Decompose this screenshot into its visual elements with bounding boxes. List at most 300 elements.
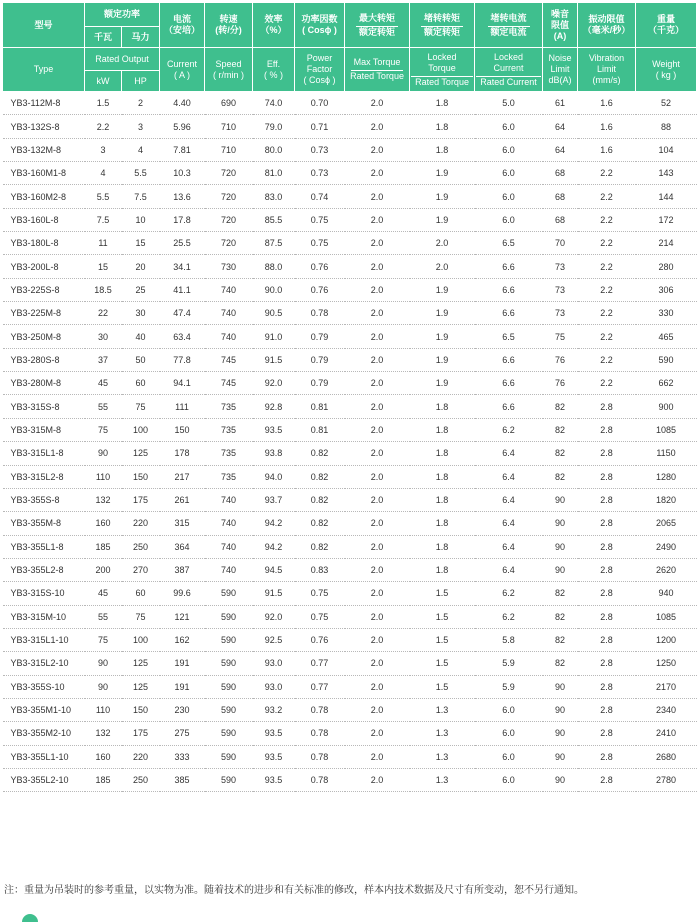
cell-weight: 900 bbox=[636, 395, 697, 418]
cell-current: 230 bbox=[160, 698, 205, 721]
cell-locked-current: 6.2 bbox=[475, 605, 543, 628]
cell-max-torque: 2.0 bbox=[345, 348, 410, 371]
cell-max-torque: 2.0 bbox=[345, 488, 410, 511]
header-hp-en: HP bbox=[122, 71, 160, 92]
table-row bbox=[3, 605, 697, 628]
cell-weight: 52 bbox=[636, 92, 697, 115]
cell-kw: 110 bbox=[85, 698, 122, 721]
cell-power-factor: 0.73 bbox=[295, 162, 345, 185]
cell-power-factor: 0.71 bbox=[295, 115, 345, 138]
cell-type: YB3-225S-8 bbox=[3, 278, 85, 301]
cell-max-torque: 2.0 bbox=[345, 162, 410, 185]
cell-noise: 82 bbox=[543, 395, 578, 418]
cell-weight: 1280 bbox=[636, 465, 697, 488]
cell-eff: 88.0 bbox=[253, 255, 295, 278]
cell-power-factor: 0.76 bbox=[295, 628, 345, 651]
cell-locked-torque: 1.8 bbox=[410, 558, 475, 581]
cell-power-factor: 0.81 bbox=[295, 395, 345, 418]
header-type-en: Type bbox=[3, 48, 85, 92]
cell-locked-torque: 1.9 bbox=[410, 348, 475, 371]
cell-vibration: 2.2 bbox=[578, 185, 636, 208]
cell-max-torque: 2.0 bbox=[345, 442, 410, 465]
cell-locked-torque: 1.9 bbox=[410, 372, 475, 395]
cell-max-torque: 2.0 bbox=[345, 698, 410, 721]
cell-vibration: 2.8 bbox=[578, 465, 636, 488]
cell-speed: 720 bbox=[205, 185, 253, 208]
cell-eff: 93.5 bbox=[253, 722, 295, 745]
cell-locked-torque: 1.5 bbox=[410, 652, 475, 675]
cell-hp: 15 bbox=[122, 232, 160, 255]
cell-current: 191 bbox=[160, 675, 205, 698]
cell-speed: 720 bbox=[205, 208, 253, 231]
cell-noise: 76 bbox=[543, 348, 578, 371]
cell-hp: 220 bbox=[122, 745, 160, 768]
cell-current: 4.40 bbox=[160, 92, 205, 115]
cell-type: YB3-315L2-10 bbox=[3, 652, 85, 675]
cell-kw: 30 bbox=[85, 325, 122, 348]
cell-noise: 90 bbox=[543, 512, 578, 535]
header-eff-cn: 效率 （%） bbox=[253, 3, 295, 48]
cell-weight: 88 bbox=[636, 115, 697, 138]
cell-vibration: 2.8 bbox=[578, 745, 636, 768]
table-row bbox=[3, 418, 697, 441]
cell-current: 77.8 bbox=[160, 348, 205, 371]
cell-current: 385 bbox=[160, 768, 205, 791]
cell-vibration: 2.2 bbox=[578, 372, 636, 395]
cell-locked-torque: 1.8 bbox=[410, 138, 475, 161]
cell-kw: 15 bbox=[85, 255, 122, 278]
table-row bbox=[3, 582, 697, 605]
cell-weight: 143 bbox=[636, 162, 697, 185]
cell-eff: 92.0 bbox=[253, 372, 295, 395]
cell-current: 10.3 bbox=[160, 162, 205, 185]
cell-power-factor: 0.75 bbox=[295, 582, 345, 605]
cell-type: YB3-355L1-8 bbox=[3, 535, 85, 558]
cell-kw: 7.5 bbox=[85, 208, 122, 231]
cell-speed: 590 bbox=[205, 722, 253, 745]
cell-speed: 740 bbox=[205, 488, 253, 511]
cell-kw: 45 bbox=[85, 582, 122, 605]
cell-locked-current: 6.4 bbox=[475, 442, 543, 465]
cell-power-factor: 0.76 bbox=[295, 255, 345, 278]
cell-eff: 90.5 bbox=[253, 302, 295, 325]
cell-vibration: 2.2 bbox=[578, 162, 636, 185]
cell-noise: 76 bbox=[543, 372, 578, 395]
cell-type: YB3-225M-8 bbox=[3, 302, 85, 325]
cell-locked-torque: 1.9 bbox=[410, 325, 475, 348]
cell-vibration: 2.2 bbox=[578, 255, 636, 278]
cell-power-factor: 0.75 bbox=[295, 605, 345, 628]
cell-hp: 100 bbox=[122, 628, 160, 651]
cell-max-torque: 2.0 bbox=[345, 115, 410, 138]
cell-type: YB3-132M-8 bbox=[3, 138, 85, 161]
cell-type: YB3-355S-8 bbox=[3, 488, 85, 511]
cell-type: YB3-250M-8 bbox=[3, 325, 85, 348]
cell-eff: 93.5 bbox=[253, 418, 295, 441]
cell-kw: 75 bbox=[85, 628, 122, 651]
table-row bbox=[3, 652, 697, 675]
cell-weight: 1200 bbox=[636, 628, 697, 651]
cell-eff: 92.5 bbox=[253, 628, 295, 651]
header-maxtq-cn: 最大转矩 额定转矩 bbox=[345, 3, 410, 48]
cell-max-torque: 2.0 bbox=[345, 675, 410, 698]
cell-vibration: 2.2 bbox=[578, 325, 636, 348]
cell-type: YB3-315S-8 bbox=[3, 395, 85, 418]
cell-type: YB3-160L-8 bbox=[3, 208, 85, 231]
cell-power-factor: 0.83 bbox=[295, 558, 345, 581]
table-body bbox=[3, 92, 697, 792]
cell-max-torque: 2.0 bbox=[345, 535, 410, 558]
cell-power-factor: 0.78 bbox=[295, 768, 345, 791]
motor-spec-table bbox=[2, 2, 697, 792]
cell-current: 217 bbox=[160, 465, 205, 488]
cell-eff: 94.0 bbox=[253, 465, 295, 488]
cell-current: 111 bbox=[160, 395, 205, 418]
table-row bbox=[3, 185, 697, 208]
cell-speed: 590 bbox=[205, 605, 253, 628]
cell-eff: 74.0 bbox=[253, 92, 295, 115]
cell-max-torque: 2.0 bbox=[345, 255, 410, 278]
cell-kw: 4 bbox=[85, 162, 122, 185]
cell-weight: 590 bbox=[636, 348, 697, 371]
cell-type: YB3-200L-8 bbox=[3, 255, 85, 278]
cell-noise: 90 bbox=[543, 488, 578, 511]
table-header bbox=[3, 3, 697, 92]
cell-vibration: 1.6 bbox=[578, 138, 636, 161]
cell-current: 47.4 bbox=[160, 302, 205, 325]
table-row bbox=[3, 208, 697, 231]
header-weight-en: Weight ( kg ) bbox=[636, 48, 697, 92]
cell-locked-current: 6.0 bbox=[475, 162, 543, 185]
cell-locked-torque: 1.3 bbox=[410, 722, 475, 745]
cell-locked-torque: 1.5 bbox=[410, 628, 475, 651]
cell-locked-current: 6.0 bbox=[475, 115, 543, 138]
cell-speed: 730 bbox=[205, 255, 253, 278]
cell-locked-current: 6.6 bbox=[475, 348, 543, 371]
cell-locked-torque: 1.8 bbox=[410, 512, 475, 535]
cell-hp: 40 bbox=[122, 325, 160, 348]
cell-kw: 11 bbox=[85, 232, 122, 255]
cell-hp: 125 bbox=[122, 442, 160, 465]
cell-kw: 160 bbox=[85, 512, 122, 535]
cell-locked-current: 6.5 bbox=[475, 325, 543, 348]
cell-max-torque: 2.0 bbox=[345, 558, 410, 581]
cell-locked-torque: 1.9 bbox=[410, 302, 475, 325]
cell-max-torque: 2.0 bbox=[345, 465, 410, 488]
cell-power-factor: 0.74 bbox=[295, 185, 345, 208]
cell-max-torque: 2.0 bbox=[345, 768, 410, 791]
cell-type: YB3-112M-8 bbox=[3, 92, 85, 115]
header-current-cn: 电流 （安培） bbox=[160, 3, 205, 48]
cell-max-torque: 2.0 bbox=[345, 652, 410, 675]
cell-locked-torque: 1.8 bbox=[410, 92, 475, 115]
cell-locked-current: 6.4 bbox=[475, 488, 543, 511]
cell-weight: 1085 bbox=[636, 418, 697, 441]
cell-eff: 93.5 bbox=[253, 768, 295, 791]
cell-locked-torque: 1.9 bbox=[410, 278, 475, 301]
cell-vibration: 1.6 bbox=[578, 92, 636, 115]
cell-noise: 82 bbox=[543, 582, 578, 605]
cell-noise: 61 bbox=[543, 92, 578, 115]
cell-type: YB3-315L1-10 bbox=[3, 628, 85, 651]
cell-locked-current: 6.4 bbox=[475, 535, 543, 558]
cell-locked-current: 5.8 bbox=[475, 628, 543, 651]
cell-speed: 690 bbox=[205, 92, 253, 115]
cell-current: 364 bbox=[160, 535, 205, 558]
cell-eff: 93.8 bbox=[253, 442, 295, 465]
table-row bbox=[3, 92, 697, 115]
cell-type: YB3-355M1-10 bbox=[3, 698, 85, 721]
cell-speed: 590 bbox=[205, 768, 253, 791]
cell-hp: 10 bbox=[122, 208, 160, 231]
cell-weight: 2170 bbox=[636, 675, 697, 698]
cell-weight: 940 bbox=[636, 582, 697, 605]
table-row bbox=[3, 325, 697, 348]
cell-kw: 22 bbox=[85, 302, 122, 325]
cell-max-torque: 2.0 bbox=[345, 628, 410, 651]
cell-eff: 79.0 bbox=[253, 115, 295, 138]
header-vib-cn: 振动限值 （毫米/秒） bbox=[578, 3, 636, 48]
cell-power-factor: 0.82 bbox=[295, 465, 345, 488]
cell-locked-torque: 1.8 bbox=[410, 488, 475, 511]
cell-vibration: 2.8 bbox=[578, 698, 636, 721]
cell-speed: 720 bbox=[205, 232, 253, 255]
cell-locked-torque: 1.5 bbox=[410, 605, 475, 628]
cell-weight: 2065 bbox=[636, 512, 697, 535]
cell-power-factor: 0.82 bbox=[295, 442, 345, 465]
cell-power-factor: 0.77 bbox=[295, 675, 345, 698]
cell-power-factor: 0.73 bbox=[295, 138, 345, 161]
cell-power-factor: 0.75 bbox=[295, 232, 345, 255]
cell-type: YB3-315M-10 bbox=[3, 605, 85, 628]
cell-max-torque: 2.0 bbox=[345, 745, 410, 768]
cell-power-factor: 0.81 bbox=[295, 418, 345, 441]
cell-kw: 1.5 bbox=[85, 92, 122, 115]
cell-vibration: 2.8 bbox=[578, 675, 636, 698]
cell-hp: 250 bbox=[122, 535, 160, 558]
table-row bbox=[3, 628, 697, 651]
cell-kw: 55 bbox=[85, 395, 122, 418]
table-row bbox=[3, 512, 697, 535]
cell-speed: 740 bbox=[205, 535, 253, 558]
cell-hp: 175 bbox=[122, 722, 160, 745]
table-row bbox=[3, 115, 697, 138]
cell-eff: 80.0 bbox=[253, 138, 295, 161]
table-row bbox=[3, 722, 697, 745]
cell-eff: 92.0 bbox=[253, 605, 295, 628]
cell-speed: 710 bbox=[205, 138, 253, 161]
header-eff-en: Eff. ( % ) bbox=[253, 48, 295, 92]
cell-locked-current: 6.0 bbox=[475, 698, 543, 721]
cell-max-torque: 2.0 bbox=[345, 185, 410, 208]
cell-current: 7.81 bbox=[160, 138, 205, 161]
cell-noise: 90 bbox=[543, 675, 578, 698]
cell-locked-torque: 2.0 bbox=[410, 255, 475, 278]
cell-hp: 20 bbox=[122, 255, 160, 278]
cell-weight: 144 bbox=[636, 185, 697, 208]
cell-kw: 185 bbox=[85, 768, 122, 791]
cell-hp: 7.5 bbox=[122, 185, 160, 208]
table-row bbox=[3, 138, 697, 161]
cell-vibration: 2.8 bbox=[578, 442, 636, 465]
cell-eff: 93.0 bbox=[253, 652, 295, 675]
cell-hp: 175 bbox=[122, 488, 160, 511]
cell-vibration: 2.2 bbox=[578, 278, 636, 301]
cell-vibration: 2.2 bbox=[578, 302, 636, 325]
cell-speed: 740 bbox=[205, 278, 253, 301]
cell-hp: 125 bbox=[122, 675, 160, 698]
header-kw-cn: 千瓦 bbox=[85, 27, 122, 48]
cell-type: YB3-355L2-8 bbox=[3, 558, 85, 581]
cell-locked-current: 5.9 bbox=[475, 675, 543, 698]
cell-type: YB3-355S-10 bbox=[3, 675, 85, 698]
cell-noise: 75 bbox=[543, 325, 578, 348]
table-row bbox=[3, 395, 697, 418]
cell-noise: 73 bbox=[543, 278, 578, 301]
cell-noise: 90 bbox=[543, 535, 578, 558]
cell-hp: 2 bbox=[122, 92, 160, 115]
cell-hp: 25 bbox=[122, 278, 160, 301]
cell-speed: 590 bbox=[205, 652, 253, 675]
cell-current: 333 bbox=[160, 745, 205, 768]
cell-eff: 91.5 bbox=[253, 348, 295, 371]
cell-max-torque: 2.0 bbox=[345, 92, 410, 115]
cell-type: YB3-160M1-8 bbox=[3, 162, 85, 185]
cell-locked-torque: 2.0 bbox=[410, 232, 475, 255]
cell-noise: 90 bbox=[543, 768, 578, 791]
cell-weight: 330 bbox=[636, 302, 697, 325]
cell-type: YB3-160M2-8 bbox=[3, 185, 85, 208]
cell-noise: 64 bbox=[543, 115, 578, 138]
cell-weight: 2410 bbox=[636, 722, 697, 745]
cell-power-factor: 0.82 bbox=[295, 535, 345, 558]
cell-speed: 590 bbox=[205, 745, 253, 768]
header-hp-cn: 马力 bbox=[122, 27, 160, 48]
cell-hp: 100 bbox=[122, 418, 160, 441]
cell-power-factor: 0.76 bbox=[295, 278, 345, 301]
cell-locked-current: 5.0 bbox=[475, 92, 543, 115]
cell-type: YB3-355L2-10 bbox=[3, 768, 85, 791]
table-row bbox=[3, 488, 697, 511]
cell-eff: 93.5 bbox=[253, 745, 295, 768]
cell-current: 261 bbox=[160, 488, 205, 511]
cell-speed: 590 bbox=[205, 698, 253, 721]
cell-max-torque: 2.0 bbox=[345, 325, 410, 348]
cell-max-torque: 2.0 bbox=[345, 395, 410, 418]
cell-kw: 132 bbox=[85, 488, 122, 511]
cell-speed: 590 bbox=[205, 582, 253, 605]
cell-vibration: 2.8 bbox=[578, 628, 636, 651]
cell-noise: 82 bbox=[543, 418, 578, 441]
cell-weight: 1250 bbox=[636, 652, 697, 675]
cell-vibration: 2.8 bbox=[578, 722, 636, 745]
header-rated-output-en: Rated Output bbox=[85, 48, 160, 71]
cell-max-torque: 2.0 bbox=[345, 722, 410, 745]
cell-locked-current: 6.2 bbox=[475, 582, 543, 605]
cell-power-factor: 0.75 bbox=[295, 208, 345, 231]
header-rated-output-cn: 额定功率 bbox=[85, 3, 160, 27]
table-row bbox=[3, 768, 697, 791]
cell-weight: 306 bbox=[636, 278, 697, 301]
cell-current: 150 bbox=[160, 418, 205, 441]
cell-locked-torque: 1.5 bbox=[410, 582, 475, 605]
cell-hp: 60 bbox=[122, 372, 160, 395]
cell-locked-torque: 1.8 bbox=[410, 395, 475, 418]
table-row bbox=[3, 465, 697, 488]
cell-noise: 82 bbox=[543, 442, 578, 465]
cell-current: 25.5 bbox=[160, 232, 205, 255]
cell-locked-torque: 1.8 bbox=[410, 418, 475, 441]
cell-locked-torque: 1.9 bbox=[410, 208, 475, 231]
cell-eff: 93.2 bbox=[253, 698, 295, 721]
table-row bbox=[3, 442, 697, 465]
cell-max-torque: 2.0 bbox=[345, 208, 410, 231]
cell-kw: 5.5 bbox=[85, 185, 122, 208]
cell-vibration: 2.8 bbox=[578, 605, 636, 628]
table-row bbox=[3, 745, 697, 768]
cell-hp: 150 bbox=[122, 698, 160, 721]
cell-power-factor: 0.78 bbox=[295, 722, 345, 745]
cell-current: 121 bbox=[160, 605, 205, 628]
cell-eff: 81.0 bbox=[253, 162, 295, 185]
cell-eff: 85.5 bbox=[253, 208, 295, 231]
cell-eff: 92.8 bbox=[253, 395, 295, 418]
cell-locked-current: 5.9 bbox=[475, 652, 543, 675]
table-row bbox=[3, 675, 697, 698]
cell-current: 99.6 bbox=[160, 582, 205, 605]
cell-vibration: 2.8 bbox=[578, 512, 636, 535]
cell-speed: 740 bbox=[205, 512, 253, 535]
cell-kw: 37 bbox=[85, 348, 122, 371]
cell-locked-current: 6.6 bbox=[475, 302, 543, 325]
cell-locked-current: 6.4 bbox=[475, 558, 543, 581]
table-row bbox=[3, 302, 697, 325]
header-weight-cn: 重量 （千克） bbox=[636, 3, 697, 48]
table-row bbox=[3, 348, 697, 371]
cell-current: 315 bbox=[160, 512, 205, 535]
cell-speed: 740 bbox=[205, 325, 253, 348]
cell-vibration: 2.8 bbox=[578, 768, 636, 791]
cell-speed: 735 bbox=[205, 442, 253, 465]
cell-current: 178 bbox=[160, 442, 205, 465]
cell-vibration: 2.8 bbox=[578, 395, 636, 418]
cell-locked-current: 6.0 bbox=[475, 768, 543, 791]
cell-speed: 740 bbox=[205, 558, 253, 581]
cell-kw: 110 bbox=[85, 465, 122, 488]
cell-noise: 68 bbox=[543, 162, 578, 185]
cell-current: 63.4 bbox=[160, 325, 205, 348]
cell-noise: 70 bbox=[543, 232, 578, 255]
cell-locked-current: 6.0 bbox=[475, 138, 543, 161]
cell-speed: 740 bbox=[205, 302, 253, 325]
cell-eff: 87.5 bbox=[253, 232, 295, 255]
cell-noise: 82 bbox=[543, 628, 578, 651]
cell-power-factor: 0.78 bbox=[295, 745, 345, 768]
cell-noise: 68 bbox=[543, 185, 578, 208]
cell-max-torque: 2.0 bbox=[345, 372, 410, 395]
cell-type: YB3-180L-8 bbox=[3, 232, 85, 255]
cell-locked-current: 6.6 bbox=[475, 255, 543, 278]
cell-hp: 4 bbox=[122, 138, 160, 161]
cell-type: YB3-280S-8 bbox=[3, 348, 85, 371]
cell-kw: 200 bbox=[85, 558, 122, 581]
cell-power-factor: 0.79 bbox=[295, 372, 345, 395]
cell-vibration: 2.8 bbox=[578, 652, 636, 675]
cell-speed: 735 bbox=[205, 465, 253, 488]
cell-eff: 94.2 bbox=[253, 535, 295, 558]
corner-decoration bbox=[22, 914, 38, 922]
cell-type: YB3-355L1-10 bbox=[3, 745, 85, 768]
